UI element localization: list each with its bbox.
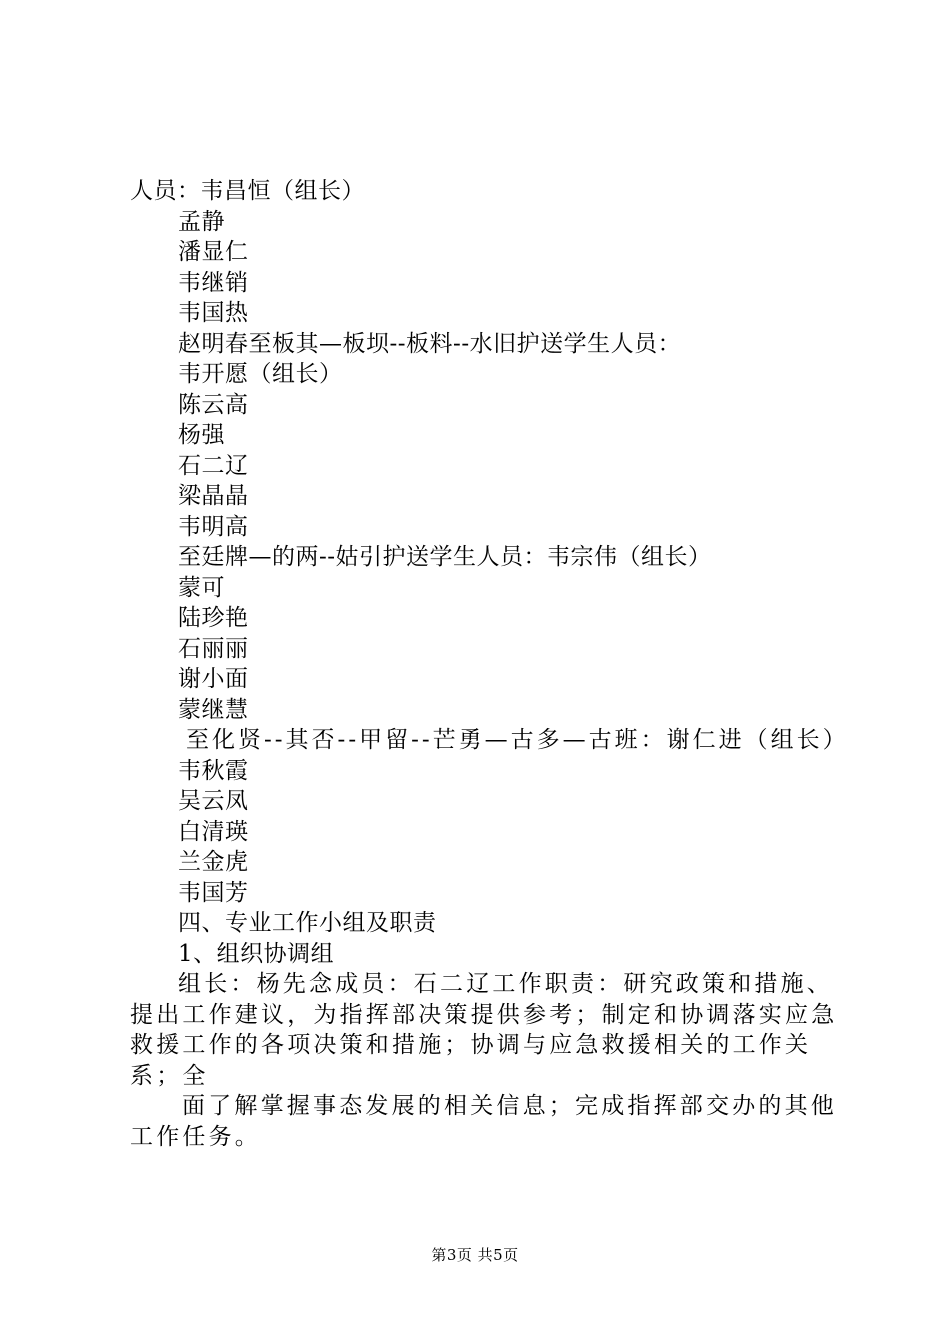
text-line: 孟静 (178, 208, 225, 235)
section-heading: 四、专业工作小组及职责 (178, 910, 437, 936)
subsection-heading: 1、组织协调组 (178, 940, 335, 967)
text-line: 白清瑛 (178, 818, 249, 845)
text-line: 人员：韦昌恒（组长） (130, 178, 365, 204)
duties-paragraph-continued: 面了解掌握事态发展的相关信息；完成指挥部交办的其他工作任务。 (130, 1093, 837, 1150)
text-line: 兰金虎 (178, 849, 249, 875)
text-line: 韦国热 (178, 300, 249, 326)
text-line: 至廷牌—的两--姑引护送学生人员：韦宗伟（组长） (178, 544, 712, 570)
document-body (130, 176, 850, 1152)
text-line: 韦秋霞 (178, 757, 249, 784)
text-line: 谢小面 (178, 666, 249, 692)
text-line: 韦明高 (178, 513, 249, 540)
duties-paragraph: 组长：杨先念成员：石二辽工作职责：研究政策和措施、提出工作建议，为指挥部决策提供参考；制定和协调落实应急救援工作的各项决策和措施；协调与应急救援相关的工作关系；全 (130, 971, 838, 1089)
text-line: 陆珍艳 (178, 605, 249, 631)
text-line: 蒙继慧 (178, 696, 249, 723)
text-line: 赵明春至板其—板坝--板料--水旧护送学生人员： (178, 330, 682, 357)
text-line: 陈云高 (178, 391, 249, 418)
route-paragraph: 至化贤--其否--甲留--芒勇—古多—古班：谢仁进（组长） (186, 727, 849, 753)
text-line: 吴云凤 (178, 788, 249, 814)
text-line: 韦继销 (178, 269, 249, 296)
text-line: 杨强 (178, 422, 225, 448)
text-line: 韦国芳 (178, 879, 249, 906)
page-footer: 第3页 共5页 (431, 1246, 519, 1264)
text-line: 潘显仁 (178, 239, 249, 265)
text-line: 蒙可 (178, 574, 225, 601)
text-line: 梁晶晶 (178, 483, 249, 509)
text-line: 石丽丽 (178, 635, 249, 662)
text-line: 石二辽 (178, 452, 249, 479)
text-line: 韦开愿（组长） (178, 361, 343, 387)
